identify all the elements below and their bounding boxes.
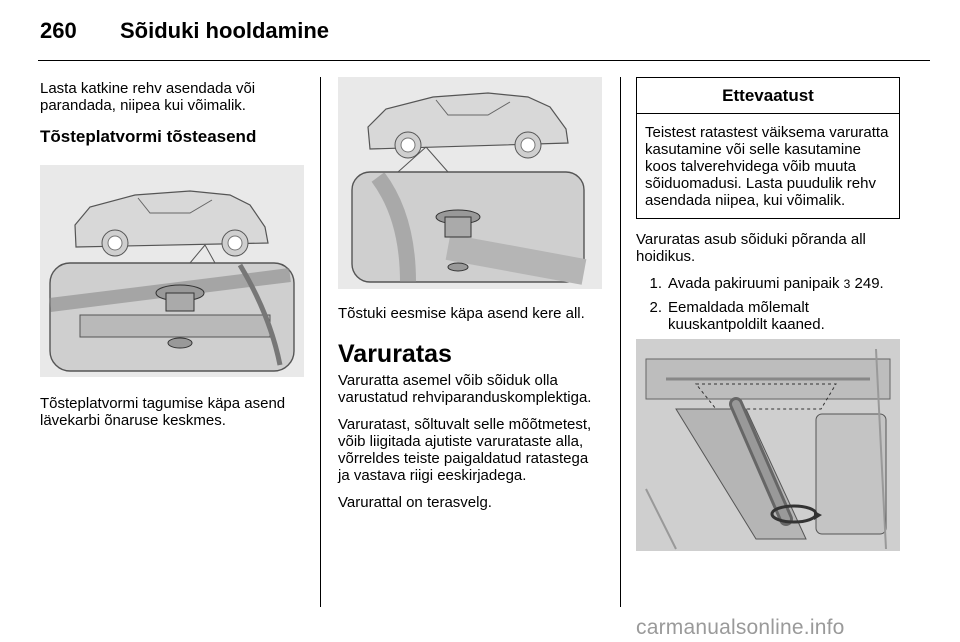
rear-lift-point-figure [40,165,304,377]
page-title: Sõiduki hooldamine [120,18,330,43]
trunk-bolt-figure [636,339,900,551]
spare-wheel-p2: Varuratast, sõltuvalt selle mõõtmetest, võib liigitada ajutiste varurataste alla, võrreldes teiste paigaldatud ratastega ja vastava riigi eeskirjadega. [338,416,592,484]
caution-title: Ettevaatust [637,78,899,114]
caution-box [636,77,900,219]
column-2 [338,77,602,521]
watermark: carmanualsonline.info [636,616,845,639]
column-1 [40,80,306,439]
rear-lift-point-caption: Tõsteplatvormi tagumise käpa asend lävekarbi õnaruse keskmes. [40,395,286,429]
intro-paragraph: Lasta katkine rehv asendada või parandada, niipea kui võimalik. [40,80,256,114]
caution-text: Teistest ratastest väiksema varuratta kasutamine või selle kasutamine koos talverehvidega võib muuta sõiduomadusi. Lasta puudulik rehv asendada niipea, kui võimalik. [645,124,889,209]
spare-wheel-p3: Varurattal on terasvelg. [338,494,492,511]
spare-wheel-p1: Varuratta asemel võib sõiduk olla varustatud rehviparanduskomplektiga. [338,372,592,406]
page-number: 260 [40,18,77,43]
column-3 [636,77,900,551]
steps-list [636,275,900,333]
front-lift-point-caption: Tõstuki eesmise käpa asend kere all. [338,305,585,322]
column-divider-1 [320,77,321,607]
page-reference-icon: 3 [843,277,851,291]
list-item: 2. Eemaldada mõlemalt kuuskantpoldilt kaaned. [649,299,825,333]
list-item: 1. Avada pakiruumi panipaik 3 249. [649,275,884,292]
spare-location-paragraph: Varuratas asub sõiduki põranda all hoidikus. [636,231,866,265]
spare-wheel-title: Varuratas [338,340,452,368]
header-divider [38,60,930,61]
lift-position-heading: Tõsteplatvormi tõsteasend [40,127,257,146]
column-divider-2 [620,77,621,607]
front-lift-point-figure [338,77,602,289]
